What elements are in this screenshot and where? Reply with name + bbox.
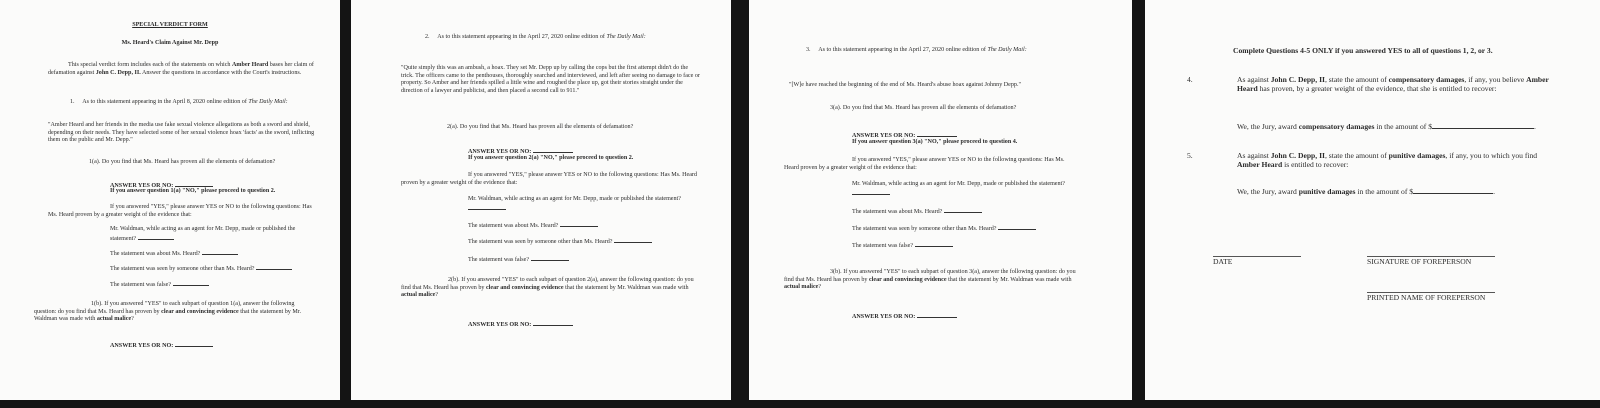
answer-blank[interactable]: [852, 189, 890, 195]
answer-blank[interactable]: [614, 237, 652, 243]
damages-heading: Complete Questions 4-5 ONLY if you answered YES to all of questions 1, 2, or 3.: [1233, 46, 1493, 55]
verdict-page-4: [1145, 0, 1600, 400]
verdict-page-2: [351, 0, 731, 400]
question-3a: 3(a). Do you find that Ms. Heard has proven all the elements of defamation?: [830, 105, 1017, 111]
question-2: 2. As to this statement appearing in the April 27, 2020 online edition of The Daily Mail:: [425, 34, 646, 40]
question-3b: 3(b). If you answered "YES" to each subpart of question 3(a), answer the following question: do you find that Ms. Heard has proven by clear and convincing evidence that the statement by Mr. Waldman was made with actual malice?: [784, 269, 1076, 291]
answer-blank[interactable]: [202, 249, 238, 255]
instruction-1a: If you answer question 1(a) "NO," please proceed to question 2.: [110, 188, 276, 194]
printed-name-label: PRINTED NAME OF FOREPERSON: [1367, 293, 1486, 302]
if-yes-instructions: If you answered "YES," please answer YES or NO to the following questions: Has Ms. Heard proven by a greater weight of the evidence that:: [401, 172, 697, 186]
date-label: DATE: [1213, 257, 1233, 266]
signature-label: SIGNATURE OF FOREPERSON: [1367, 257, 1472, 266]
subpart-2: The statement was about Ms. Heard?: [852, 207, 982, 217]
answer-blank[interactable]: [560, 221, 598, 227]
subpart-1: Mr. Waldman, while acting as an agent for Mr. Depp, made or published the statement?: [110, 226, 296, 242]
answer-blank[interactable]: [533, 320, 573, 326]
subpart-2: The statement was about Ms. Heard?: [110, 249, 238, 259]
verdict-page-1: [0, 0, 340, 400]
form-title: SPECIAL VERDICT FORM: [132, 22, 208, 28]
answer-1b: ANSWER YES OR NO:: [110, 341, 213, 351]
statement-quote: "Quite simply this was an ambush, a hoax. They set Mr. Depp up by calling the cops but the first attempt didn't do the trick. The officers came to the penthouses, thoroughly searched and interviewed, and left after seeing no damage to face or property. So Amber and her friends spilled a little wine and roughed the place up, got their stories straight under the direction of a lawyer and publicist, and then placed a second call to 911.": [401, 65, 700, 94]
instruction-3a: If you answer question 3(a) "NO," please proceed to question 4.: [852, 139, 1018, 145]
answer-blank[interactable]: [173, 280, 209, 286]
if-yes-instructions: If you answered "YES," please answer YES or NO to the following questions: Has Ms. Heard proven by a greater weight of the evidence that:: [48, 204, 312, 218]
subpart-1: Mr. Waldman, while acting as an agent for Mr. Depp, made or published the statement?: [468, 196, 688, 213]
subpart-4: The statement was false?: [852, 241, 953, 251]
answer-blank[interactable]: [256, 264, 292, 270]
question-1b: 1(b). If you answered "YES" to each subpart of question 1(a), answer the following question: do you find that Ms. Heard has proven by clear and convincing evidence that the statement by Mr. Waldman was made with actual malice?: [34, 301, 301, 323]
answer-blank[interactable]: [533, 147, 573, 153]
intro-paragraph: This special verdict form includes each of the statements on which Amber Heard bases her claim of defamation against John C. Depp, II. Answer the questions in accordance with the Court's instructions.: [48, 62, 314, 76]
answer-blank[interactable]: [915, 241, 953, 247]
question-1a: 1(a). Do you find that Ms. Heard has proven all the elements of defamation?: [89, 159, 276, 165]
answer-3a: ANSWER YES OR NO:: [852, 131, 957, 141]
instruction-2a: If you answer question 2(a) "NO," please proceed to question 2.: [468, 155, 634, 161]
if-yes-instructions: If you answered "YES," please answer YES or NO to the following questions: Has Ms. Heard proven by a greater weight of the evidence that:: [784, 157, 1065, 171]
statement-quote: "[W]e have reached the beginning of the end of Ms. Heard's abuse hoax against Johnny Depp.": [789, 82, 1021, 88]
question-2a: 2(a). Do you find that Ms. Heard has proven all the elements of defamation?: [447, 124, 634, 130]
subpart-3: The statement was seen by someone other than Ms. Heard?: [468, 237, 652, 247]
claim-title: Ms. Heard's Claim Against Mr. Depp: [121, 40, 219, 46]
answer-blank[interactable]: [175, 341, 213, 347]
subpart-4: The statement was false?: [110, 280, 209, 290]
question-1: 1. As to this statement appearing in the April 8, 2020 online edition of The Daily Mail:: [70, 99, 288, 105]
subpart-3: The statement was seen by someone other than Ms. Heard?: [110, 264, 292, 274]
question-4-number: 4.: [1187, 75, 1193, 84]
statement-quote: "Amber Heard and her friends in the media use fake sexual violence allegations as both a sword and shield, depending on their needs. They have selected some of her sexual violence hoax 'facts' as the sword, inflicting them on the public and Mr. Depp.": [48, 122, 315, 144]
answer-2a: ANSWER YES OR NO:: [468, 147, 573, 157]
answer-blank[interactable]: [468, 204, 506, 210]
subpart-1: Mr. Waldman, while acting as an agent for Mr. Depp, made or published the statement?: [852, 181, 1082, 198]
question-3: 3. As to this statement appearing in the April 27, 2020 online edition of The Daily Mail:: [806, 47, 1027, 53]
question-5-number: 5.: [1187, 151, 1193, 160]
answer-3b: ANSWER YES OR NO:: [852, 312, 957, 322]
answer-blank[interactable]: [175, 181, 213, 187]
answer-1a: ANSWER YES OR NO:: [110, 181, 213, 191]
compensatory-amount-field[interactable]: [1432, 123, 1534, 129]
question-5: As against John C. Depp, II, state the amount of punitive damages, if any, you to which you find Amber Heard is entitled to recover:: [1237, 151, 1538, 170]
answer-blank[interactable]: [998, 224, 1036, 230]
answer-blank[interactable]: [917, 312, 957, 318]
question-2b: 2(b). If you answered "YES" to each subpart of question 2(a), answer the following question: do you find that Ms. Heard has proven by clear and convincing evidence that the statement by Mr. Waldman was made with actual malice?: [401, 277, 694, 299]
answer-blank[interactable]: [944, 207, 982, 213]
punitive-award: We, the Jury, award punitive damages in the amount of $ .: [1237, 187, 1495, 196]
answer-2b: ANSWER YES OR NO:: [468, 320, 573, 330]
answer-blank[interactable]: [138, 234, 174, 240]
verdict-page-3: [749, 0, 1132, 400]
answer-blank[interactable]: [917, 131, 957, 137]
subpart-3: The statement was seen by someone other than Ms. Heard?: [852, 224, 1036, 234]
question-4: As against John C. Depp, II, state the amount of compensatory damages, if any, you believe Amber Heard has proven, by a greater weight of the evidence, that she is entitled to recover:: [1237, 75, 1549, 94]
answer-blank[interactable]: [531, 255, 569, 261]
punitive-amount-field[interactable]: [1413, 188, 1493, 194]
subpart-4: The statement was false?: [468, 255, 569, 265]
subpart-2: The statement was about Ms. Heard?: [468, 221, 598, 231]
compensatory-award: We, the Jury, award compensatory damages in the amount of $ .: [1237, 122, 1536, 131]
